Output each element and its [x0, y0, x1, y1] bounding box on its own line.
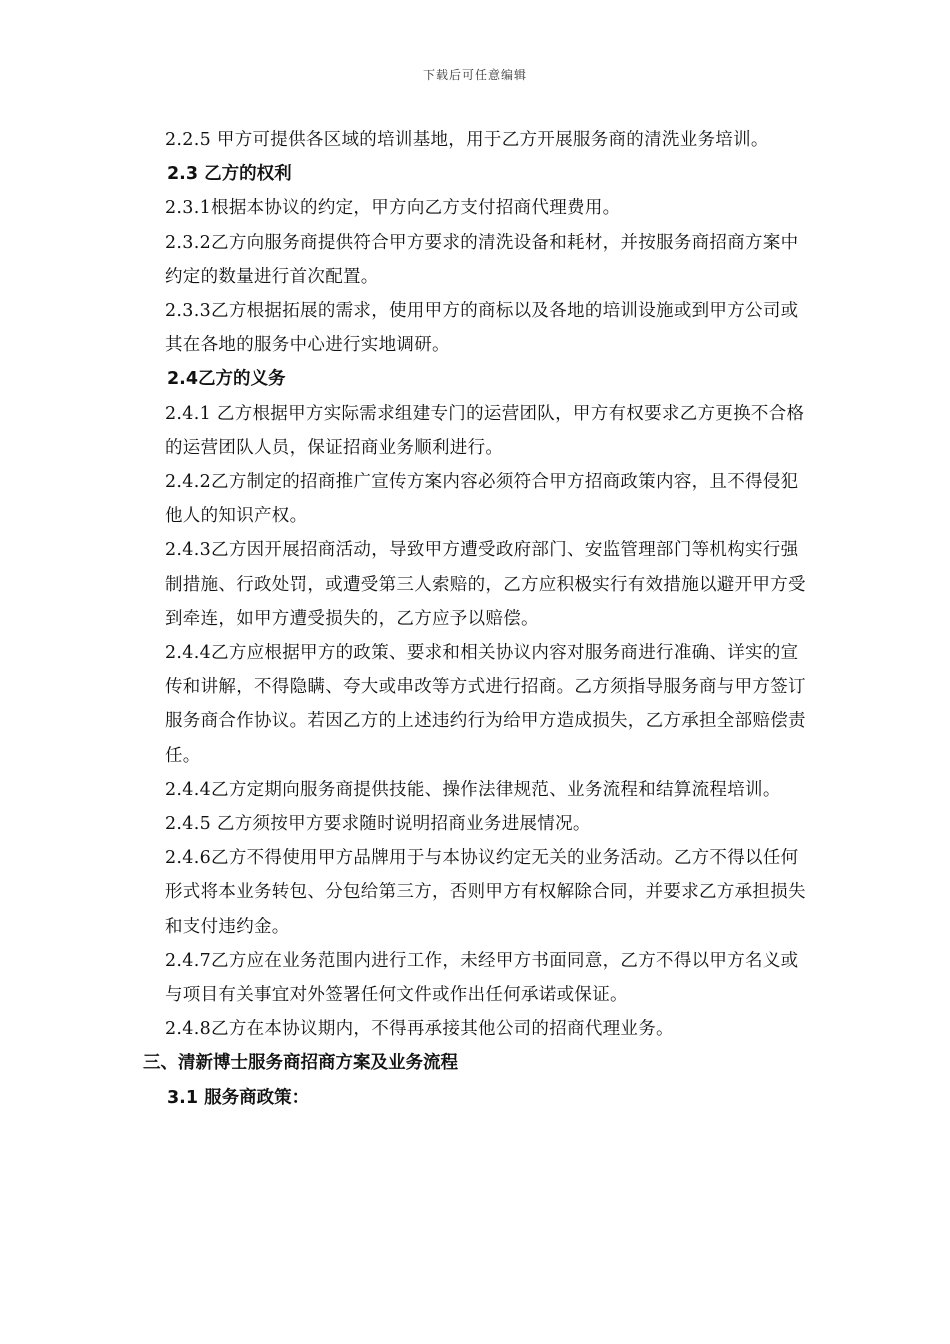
clause-2-3-3: 2.3.3乙方根据拓展的需求，使用甲方的商标以及各地的培训设施或到甲方公司或其在各地的服务中心进行实地调研。: [165, 301, 799, 356]
clause-2-4-1: 2.4.1 乙方根据甲方实际需求组建专门的运营团队，甲方有权要求乙方更换不合格的运营团队人员，保证招商业务顺利进行。: [165, 403, 805, 458]
clause-2-3-2: 2.3.2乙方向服务商提供符合甲方要求的清洗设备和耗材，并按服务商招商方案中约定的数量进行首次配置。: [165, 232, 799, 287]
clause-2-2-5: 2.2.5 甲方可提供各区域的培训基地，用于乙方开展服务商的清洗业务培训。: [165, 130, 769, 150]
page-header: 下载后可任意编辑: [422, 68, 527, 82]
chapter-heading-3: 三、清新博士服务商招商方案及业务流程: [143, 1053, 458, 1074]
section-heading-3-1: 3.1 服务商政策：: [167, 1087, 310, 1108]
clause-2-4-4-b: 2.4.4乙方定期向服务商提供技能、操作法律规范、业务流程和结算流程培训。: [165, 779, 781, 800]
clause-2-4-8: 2.4.8乙方在本协议期内，不得再承接其他公司的招商代理业务。: [165, 1019, 674, 1040]
section-heading-2-3: 2.3 乙方的权利: [167, 164, 292, 185]
clause-2-3-1: 2.3.1根据本协议的约定，甲方向乙方支付招商代理费用。: [165, 198, 621, 219]
document-body: [143, 123, 815, 1115]
clause-2-4-5: 2.4.5 乙方须按甲方要求随时说明招商业务进展情况。: [165, 814, 591, 835]
clause-2-4-2: 2.4.2乙方制定的招商推广宣传方案内容必须符合甲方招商政策内容，且不得侵犯他人的知识产权。: [165, 472, 799, 527]
clause-2-4-6: 2.4.6乙方不得使用甲方品牌用于与本协议约定无关的业务活动。乙方不得以任何形式将本业务转包、分包给第三方，否则甲方有权解除合同，并要求乙方承担损失和支付违约金。: [165, 848, 806, 937]
clause-2-4-3: 2.4.3乙方因开展招商活动，导致甲方遭受政府部门、安监管理部门等机构实行强制措施、行政处罚，或遭受第三人索赔的，乙方应积极实行有效措施以避开甲方受到牵连，如甲方遭受损失的，乙方应予以赔偿。: [165, 540, 806, 629]
clause-2-4-4-a: 2.4.4乙方应根据甲方的政策、要求和相关协议内容对服务商进行准确、详实的宣传和讲解，不得隐瞒、夸大或串改等方式进行招商。乙方须指导服务商与甲方签订服务商合作协议。若因乙方的上述违约行为给甲方造成损失，乙方承担全部赔偿责任。: [165, 643, 806, 766]
section-heading-2-4: 2.4乙方的义务: [167, 369, 286, 390]
clause-2-4-7: 2.4.7乙方应在业务范围内进行工作，未经甲方书面同意，乙方不得以甲方名义或与项目有关事宜对外签署任何文件或作出任何承诺或保证。: [165, 950, 799, 1006]
